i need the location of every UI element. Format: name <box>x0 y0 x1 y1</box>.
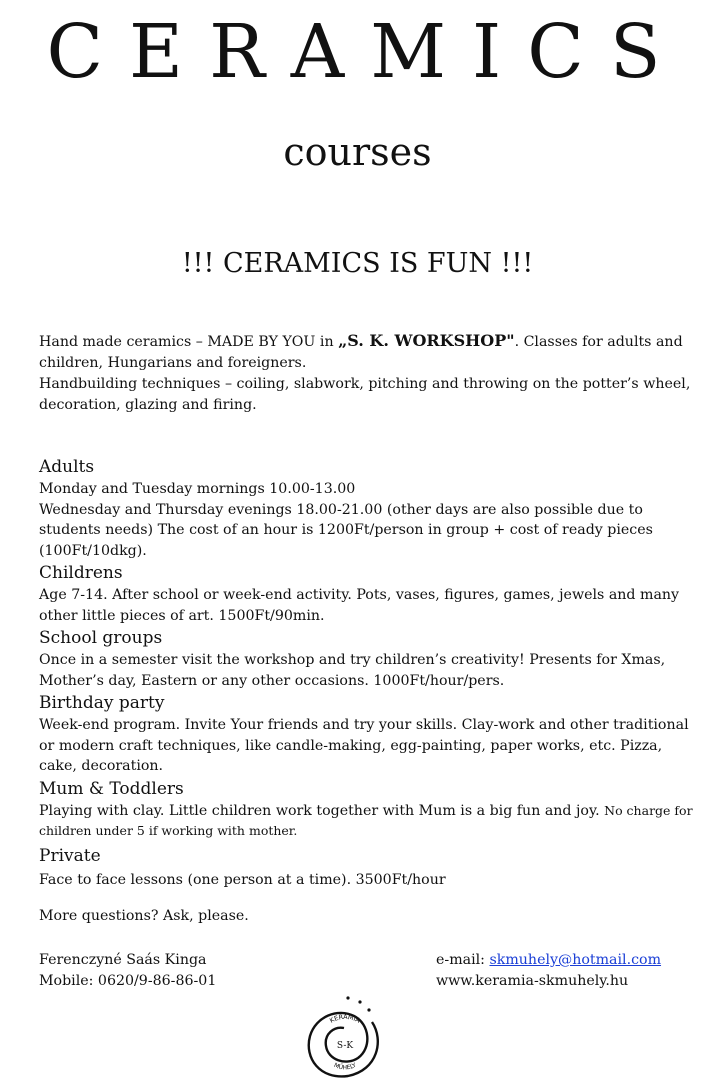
section-adults <box>39 455 699 561</box>
section-private <box>39 844 699 891</box>
section-heading-adults: Adults <box>39 457 95 477</box>
private-text: Face to face lessons (one person at a time). 3500Ft/hour <box>39 871 446 888</box>
intro-line-1 <box>39 330 699 374</box>
mum-toddlers-main: Playing with clay. Little children work together with Mum is a big fun and joy. <box>39 802 605 819</box>
email-line <box>436 950 661 971</box>
section-heading-childrens: Childrens <box>39 563 123 583</box>
slogan: !!! CERAMICS IS FUN !!! <box>181 248 534 279</box>
logo-dot <box>358 1000 361 1003</box>
course-sections <box>39 455 699 890</box>
section-heading-birthday: Birthday party <box>39 693 165 713</box>
contact-person <box>39 950 216 992</box>
section-mum-toddlers <box>39 777 699 842</box>
contact-name: Ferenczyné Saás Kinga <box>39 952 207 968</box>
mum-toddlers-text <box>39 801 699 842</box>
spiral-logo-icon <box>300 992 390 1080</box>
adults-line-2: Wednesday and Thursday evenings 18.00-21.00 (other days are also possible due to students needs) The cost of an hour is 1200Ft/person in group + cost of ready pieces (100Ft/10dkg). <box>39 501 653 559</box>
email-label: e-mail: <box>436 952 490 968</box>
intro-prefix: Hand made ceramics – MADE BY YOU in <box>39 334 339 350</box>
intro <box>39 330 699 416</box>
questions-text: More questions? Ask, please. <box>39 908 249 924</box>
birthday-text: Week-end program. Invite Your friends and try your skills. Clay-work and other traditional or modern craft techniques, like candle-making, egg-painting, paper works, etc. Pizza, cake, decoration. <box>39 717 689 774</box>
contact-mobile: Mobile: 0620/9-86-86-01 <box>39 973 217 989</box>
contact-online <box>436 950 661 992</box>
intro-line-2: Handbuilding techniques – coiling, slabwork, pitching and throwing on the potter’s wheel, decoration, glazing and firing. <box>39 376 691 413</box>
childrens-text: Age 7-14. After school or week-end activity. Pots, vases, figures, games, jewels and many other little pieces of art. 1500Ft/90min. <box>39 587 680 624</box>
workshop-name: „S. K. WORKSHOP" <box>338 331 515 350</box>
section-birthday <box>39 691 699 777</box>
logo-dot <box>367 1008 370 1011</box>
mum-toddlers-small: No charge for children under 5 if working with mother. <box>39 802 693 838</box>
email-link[interactable]: skmuhely@hotmail.com <box>489 952 662 968</box>
section-heading-private: Private <box>39 845 101 866</box>
logo-center-text: S-K <box>336 1041 354 1051</box>
section-heading-school-groups: School groups <box>39 628 163 648</box>
page-subtitle: courses <box>283 130 432 174</box>
page-title: CERAMICS <box>46 9 687 95</box>
intro-suffix: . Classes for adults and children, Hungarians and foreigners. <box>39 334 683 371</box>
adults-line-1: Monday and Tuesday mornings 10.00-13.00 <box>39 481 356 497</box>
logo-top-text: KERÁMIA <box>328 1012 362 1025</box>
school-groups-text: Once in a semester visit the workshop and try children’s creativity! Presents for Xmas, Mother’s day, Eastern or any other occasions. 1000Ft/hour/pers. <box>39 652 666 689</box>
section-childrens <box>39 561 699 626</box>
logo-bottom-text: MŰHELY <box>332 1061 358 1072</box>
section-heading-mum-toddlers: Mum & Toddlers <box>39 778 184 799</box>
section-school-groups <box>39 626 699 691</box>
website-text: www.keramia-skmuhely.hu <box>436 973 629 989</box>
logo-dot <box>346 996 349 999</box>
